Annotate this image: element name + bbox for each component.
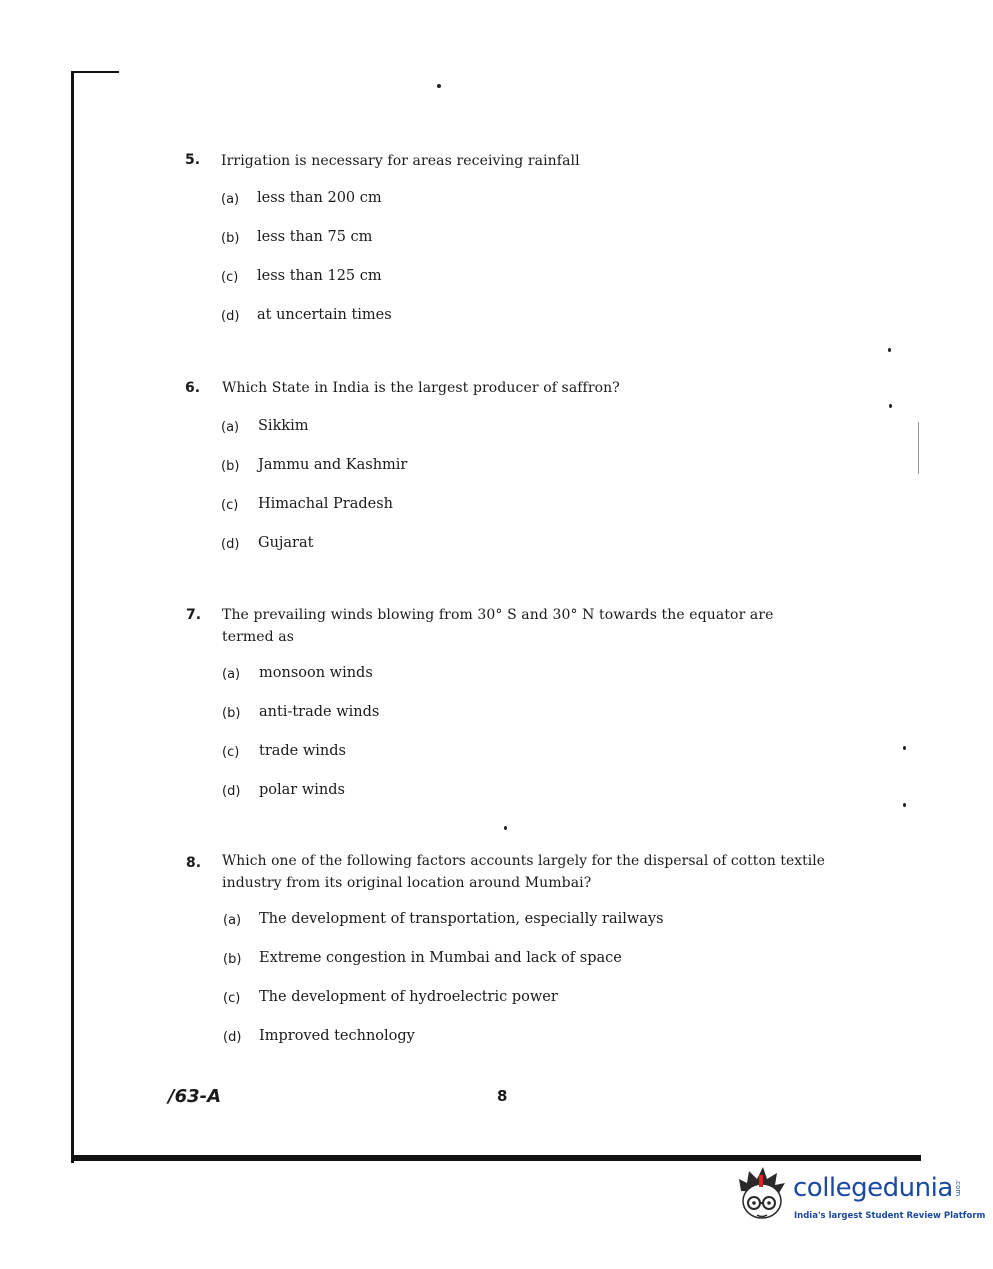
scan-speck: [903, 746, 906, 750]
scan-speck: [437, 84, 441, 88]
question-text-line-2: termed as: [222, 629, 295, 645]
option-letter: (b): [221, 459, 240, 474]
option-text: Himachal Pradesh: [258, 496, 394, 512]
option-text: Jammu and Kashmir: [258, 457, 408, 473]
question-text: Which State in India is the largest producer of saffron?: [222, 380, 620, 396]
brand-suffix: .com: [954, 1179, 962, 1197]
question-text-line-1: The prevailing winds blowing from 30° S and 30° N towards the equator are: [222, 607, 774, 623]
question-text-line-1: Which one of the following factors accounts largely for the dispersal of cotton textile: [222, 853, 826, 869]
question-text-line-2: industry from its original location around Mumbai?: [222, 875, 592, 891]
question-number: 8.: [186, 855, 202, 871]
option-letter: (b): [222, 706, 241, 721]
option-text: at uncertain times: [257, 307, 392, 323]
scan-line: [918, 422, 919, 474]
question-number: 5.: [185, 152, 201, 168]
option-text: trade winds: [259, 743, 346, 759]
question-number: 6.: [185, 380, 201, 396]
option-letter: (d): [222, 784, 241, 799]
scan-speck: [889, 404, 892, 408]
option-text: less than 75 cm: [257, 229, 373, 245]
page-number: 8: [497, 1087, 508, 1105]
option-letter: (a): [222, 667, 241, 682]
option-text: The development of hydroelectric power: [259, 989, 558, 1005]
option-letter: (c): [223, 991, 241, 1006]
option-text: Sikkim: [258, 418, 309, 434]
option-text: less than 200 cm: [257, 190, 382, 206]
scan-speck: [903, 803, 906, 807]
paper-code: /63-A: [168, 1086, 222, 1107]
page-border-left: [71, 71, 74, 1163]
scan-speck: [504, 826, 507, 830]
option-text: Gujarat: [258, 535, 314, 551]
option-text: less than 125 cm: [257, 268, 382, 284]
option-letter: (a): [223, 913, 242, 928]
option-text: monsoon winds: [259, 665, 373, 681]
mascot-icon: [735, 1165, 791, 1225]
option-letter: (c): [222, 745, 240, 760]
option-letter: (a): [221, 420, 240, 435]
page-border-bottom: [71, 1155, 921, 1161]
option-letter: (a): [221, 192, 240, 207]
scan-speck: [888, 348, 891, 352]
page-border-top: [71, 71, 119, 73]
option-text: Extreme congestion in Mumbai and lack of space: [259, 950, 622, 966]
brand-tagline: India's largest Student Review Platform: [794, 1211, 986, 1221]
option-text: polar winds: [259, 782, 345, 798]
option-letter: (b): [223, 952, 242, 967]
option-text: The development of transportation, especially railways: [259, 911, 664, 927]
collegedunia-logo: [735, 1165, 986, 1230]
option-letter: (d): [221, 309, 240, 324]
option-letter: (c): [221, 498, 239, 513]
question-number: 7.: [186, 607, 202, 623]
brand-name: collegedunia: [793, 1173, 953, 1203]
option-text: Improved technology: [259, 1028, 415, 1044]
question-text: Irrigation is necessary for areas receiving rainfall: [221, 153, 580, 169]
option-letter: (b): [221, 231, 240, 246]
option-letter: (d): [221, 537, 240, 552]
option-letter: (d): [223, 1030, 242, 1045]
option-text: anti-trade winds: [259, 704, 380, 720]
option-letter: (c): [221, 270, 239, 285]
